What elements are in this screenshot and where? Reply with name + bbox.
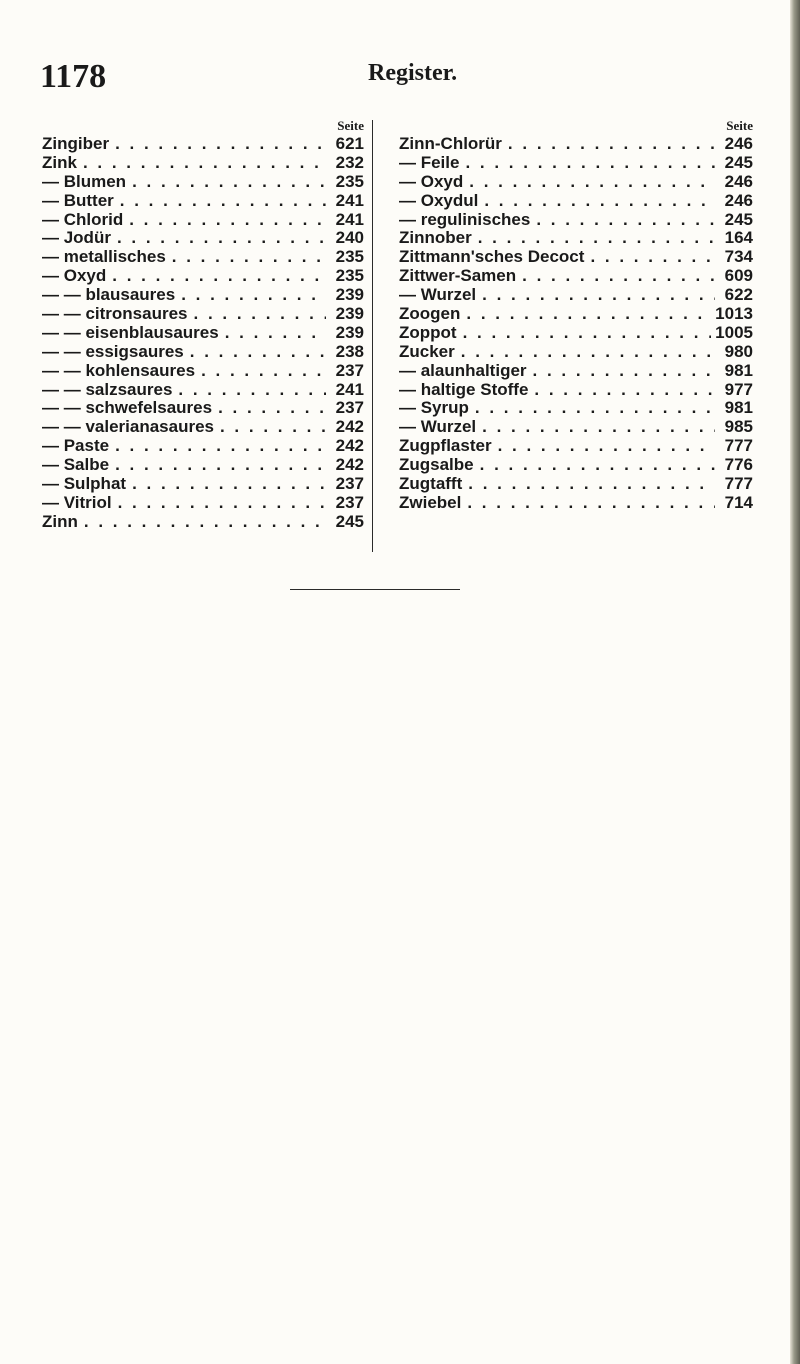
dot-leader <box>530 211 715 230</box>
entry-page-ref: 241 <box>335 191 364 210</box>
dot-leader <box>584 248 715 267</box>
page-edge-shadow <box>790 0 800 1364</box>
entry-term: — Oxydul <box>399 191 479 210</box>
entry-term: — — essigsaures <box>42 342 184 361</box>
index-entry <box>42 248 364 267</box>
dot-leader <box>109 437 326 456</box>
dot-leader <box>106 267 326 286</box>
dot-leader <box>175 286 326 305</box>
entry-term: — Chlorid <box>42 210 124 229</box>
index-entry <box>42 154 364 173</box>
entry-term: Zoogen <box>399 305 461 324</box>
entry-term: — — blausaures <box>42 286 176 305</box>
entry-page-ref: 776 <box>724 456 753 475</box>
entry-page-ref: 977 <box>724 380 753 399</box>
entry-page-ref: 1013 <box>715 305 753 324</box>
entry-page-ref: 246 <box>724 191 753 210</box>
entry-page-ref: 734 <box>724 248 753 267</box>
index-entry <box>399 229 753 248</box>
dot-leader <box>455 343 715 362</box>
entry-term: — Oxyd <box>399 172 464 191</box>
dot-leader <box>126 173 326 192</box>
index-entry <box>399 418 753 437</box>
index-entry <box>399 248 753 267</box>
entry-page-ref: 1005 <box>715 323 753 342</box>
index-entry <box>42 437 364 456</box>
dot-leader <box>109 135 326 154</box>
entry-page-ref: 238 <box>335 342 364 361</box>
entry-term: Zinn <box>42 512 78 531</box>
entry-term: — alaunhaltiger <box>399 361 527 380</box>
index-entry <box>399 437 753 456</box>
index-entries-right <box>399 135 753 513</box>
entry-page-ref: 777 <box>724 475 753 494</box>
index-column-right <box>399 117 753 513</box>
entry-page-ref: 237 <box>335 399 364 418</box>
page-number: 1178 <box>40 58 107 95</box>
dot-leader <box>184 343 326 362</box>
index-entry <box>399 192 753 211</box>
entry-term: — — valerianasaures <box>42 418 214 437</box>
index-entry <box>399 475 753 494</box>
entry-page-ref: 235 <box>335 248 364 267</box>
entry-term: — Wurzel <box>399 418 477 437</box>
entry-term: — — salzsaures <box>42 380 173 399</box>
index-entry <box>399 343 753 362</box>
entry-term: — metallisches <box>42 248 166 267</box>
dot-leader <box>472 229 715 248</box>
entry-term: — regulinisches <box>399 210 531 229</box>
dot-leader <box>478 192 715 211</box>
entry-page-ref: 245 <box>724 210 753 229</box>
entry-term: — Salbe <box>42 456 110 475</box>
entry-term: — — schwefelsaures <box>42 399 213 418</box>
entry-term: — Butter <box>42 191 114 210</box>
dot-leader <box>459 154 715 173</box>
dot-leader <box>492 437 715 456</box>
entry-page-ref: 981 <box>724 399 753 418</box>
entry-term: — Syrup <box>399 399 469 418</box>
dot-leader <box>212 399 326 418</box>
index-entry <box>42 135 364 154</box>
entry-page-ref: 239 <box>335 305 364 324</box>
entry-page-ref: 240 <box>335 229 364 248</box>
running-head-title: Register. <box>368 60 458 86</box>
entry-term: Zinn-Chlorür <box>399 135 502 153</box>
index-entry <box>42 286 364 305</box>
index-column-left <box>42 117 364 532</box>
dot-leader <box>527 362 715 381</box>
column-heading-seite: Seite <box>337 118 364 133</box>
entry-page-ref: 242 <box>335 456 364 475</box>
entry-page-ref: 242 <box>335 418 364 437</box>
index-entry <box>42 475 364 494</box>
dot-leader <box>111 229 326 248</box>
index-entry <box>42 211 364 230</box>
index-entry <box>42 513 364 532</box>
index-entry <box>42 456 364 475</box>
entry-page-ref: 239 <box>335 286 364 305</box>
index-entry <box>42 324 364 343</box>
entry-page-ref: 622 <box>724 286 753 305</box>
index-entry <box>399 154 753 173</box>
entry-term: Zink <box>42 153 77 172</box>
index-entry <box>42 494 364 513</box>
dot-leader <box>476 418 715 437</box>
dot-leader <box>195 362 326 381</box>
index-entries-left <box>42 135 364 532</box>
index-entry <box>42 381 364 400</box>
dot-leader <box>214 418 326 437</box>
entry-term: Zoppot <box>399 323 457 342</box>
entry-term: Zittmann'sches Decoct <box>399 248 585 267</box>
dot-leader <box>172 381 326 400</box>
index-entry <box>399 267 753 286</box>
index-entry <box>42 192 364 211</box>
index-entry <box>42 229 364 248</box>
entry-page-ref: 980 <box>724 342 753 361</box>
dot-leader <box>123 211 326 230</box>
dot-leader <box>476 286 715 305</box>
entry-page-ref: 246 <box>724 135 753 153</box>
dot-leader <box>166 248 326 267</box>
entry-page-ref: 237 <box>335 475 364 494</box>
dot-leader <box>77 154 326 173</box>
dot-leader <box>109 456 326 475</box>
entry-term: — Feile <box>399 153 460 172</box>
index-entry <box>399 399 753 418</box>
index-entry <box>42 343 364 362</box>
index-entry <box>42 305 364 324</box>
entry-term: — haltige Stoffe <box>399 380 529 399</box>
dot-leader <box>474 456 715 475</box>
column-divider <box>372 120 373 552</box>
entry-page-ref: 237 <box>335 361 364 380</box>
dot-leader <box>528 381 715 400</box>
dot-leader <box>516 267 715 286</box>
index-entry <box>399 456 753 475</box>
dot-leader <box>188 305 327 324</box>
dot-leader <box>112 494 326 513</box>
index-entry <box>399 362 753 381</box>
entry-page-ref: 232 <box>335 153 364 172</box>
index-entry <box>399 211 753 230</box>
entry-page-ref: 239 <box>335 323 364 342</box>
entry-term: — Jodür <box>42 229 111 248</box>
entry-page-ref: 235 <box>335 267 364 286</box>
entry-term: — Blumen <box>42 172 127 191</box>
entry-page-ref: 714 <box>724 493 753 512</box>
entry-term: — Vitriol <box>42 493 112 512</box>
dot-leader <box>469 399 715 418</box>
entry-term: — Oxyd <box>42 267 107 286</box>
end-rule <box>290 589 460 590</box>
entry-term: Zugsalbe <box>399 456 474 475</box>
entry-page-ref: 609 <box>724 267 753 286</box>
index-entry <box>399 324 753 343</box>
index-entry <box>42 418 364 437</box>
entry-page-ref: 237 <box>335 493 364 512</box>
index-entry <box>42 173 364 192</box>
entry-term: — Paste <box>42 437 110 456</box>
entry-term: Zittwer-Samen <box>399 267 517 286</box>
entry-term: Zugtafft <box>399 475 463 494</box>
dot-leader <box>78 513 326 532</box>
index-entry <box>399 286 753 305</box>
entry-term: — Sulphat <box>42 475 127 494</box>
entry-term: — — citronsaures <box>42 305 188 324</box>
dot-leader <box>460 305 711 324</box>
entry-term: Zwiebel <box>399 493 462 512</box>
dot-leader <box>126 475 326 494</box>
entry-page-ref: 245 <box>724 153 753 172</box>
index-entry <box>399 135 753 154</box>
index-entry <box>42 362 364 381</box>
entry-term: Zugpflaster <box>399 437 492 456</box>
entry-page-ref: 621 <box>335 135 364 153</box>
dot-leader <box>461 494 715 513</box>
dot-leader <box>462 475 715 494</box>
index-entry <box>42 399 364 418</box>
entry-page-ref: 246 <box>724 172 753 191</box>
index-entry <box>399 305 753 324</box>
entry-page-ref: 164 <box>724 229 753 248</box>
entry-page-ref: 985 <box>724 418 753 437</box>
entry-page-ref: 981 <box>724 361 753 380</box>
index-entry <box>399 173 753 192</box>
entry-page-ref: 245 <box>335 512 364 531</box>
entry-term: Zinnober <box>399 229 472 248</box>
index-entry <box>42 267 364 286</box>
entry-page-ref: 242 <box>335 437 364 456</box>
entry-term: Zucker <box>399 342 455 361</box>
entry-term: Zingiber <box>42 135 110 153</box>
entry-page-ref: 777 <box>724 437 753 456</box>
dot-leader <box>114 192 326 211</box>
entry-page-ref: 241 <box>335 210 364 229</box>
index-entry <box>399 494 753 513</box>
dot-leader <box>457 324 712 343</box>
dot-leader <box>463 173 715 192</box>
column-heading-seite: Seite <box>726 118 753 133</box>
entry-term: — — kohlensaures <box>42 361 196 380</box>
dot-leader <box>219 324 326 343</box>
entry-page-ref: 241 <box>335 380 364 399</box>
entry-term: — Wurzel <box>399 286 477 305</box>
index-entry <box>399 381 753 400</box>
entry-page-ref: 235 <box>335 172 364 191</box>
entry-term: — — eisenblausaures <box>42 323 219 342</box>
dot-leader <box>502 135 715 154</box>
